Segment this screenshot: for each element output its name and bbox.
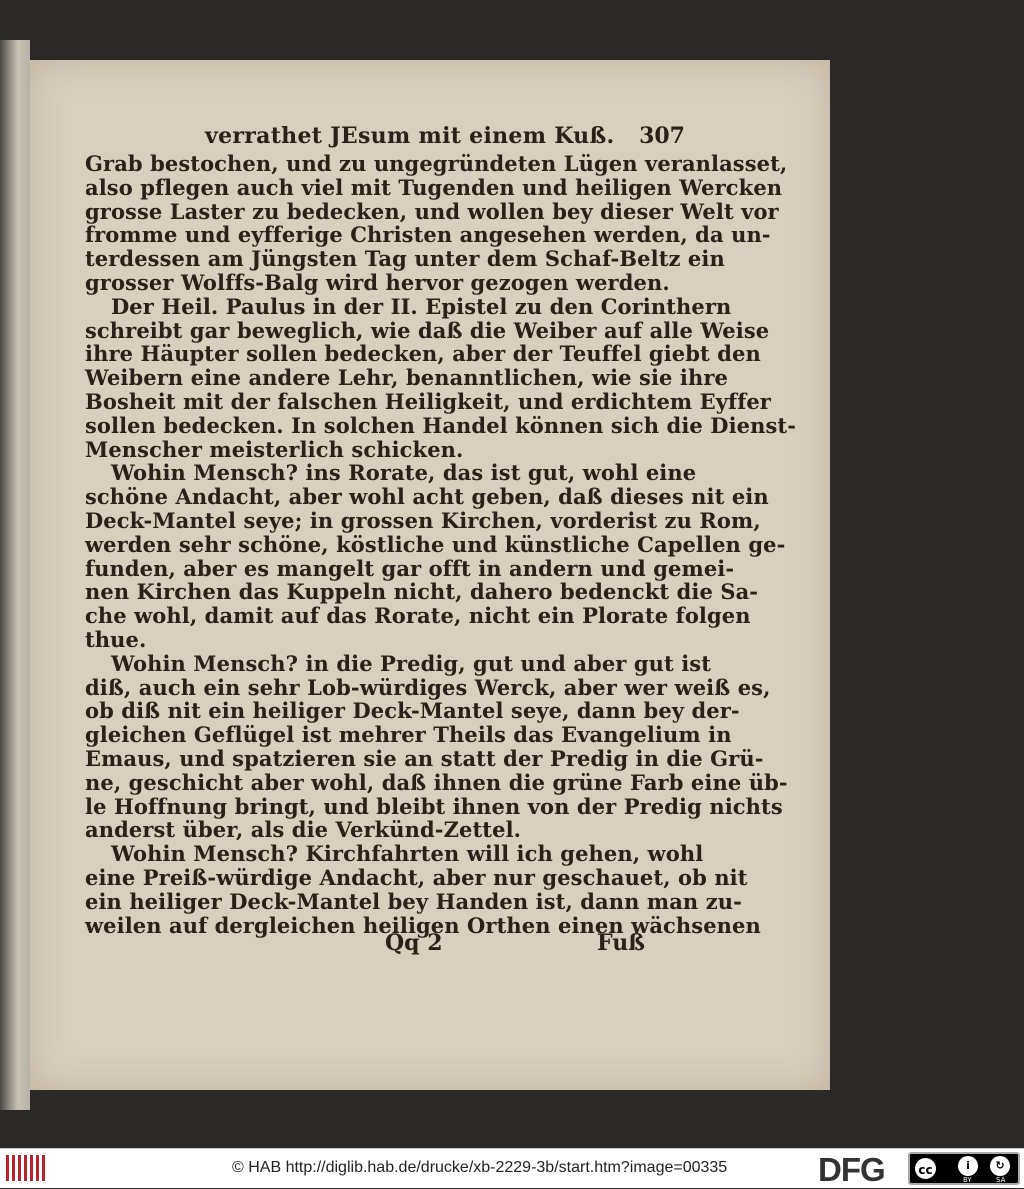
text-line: also pflegen auch viel mit Tugenden und heiligen Wercken [85,174,783,200]
text-line: gleichen Geflügel ist mehrer Theils das Evangelium in [85,722,732,748]
hab-logo-icon [4,1153,48,1183]
text-line: Weibern eine andere Lehr, benanntlichen, wie sie ihre [85,365,728,391]
text-line: schreibt gar beweglich, wie daß die Weiber auf alle Weise [85,317,770,343]
text-line: werden sehr schöne, köstliche und künstliche Capellen ge- [85,531,786,557]
text-line: Emaus, und spatzieren sie an statt der Predig in die Grü- [85,745,764,771]
page-footer [85,930,645,958]
text-line: eine Preiß-würdige Andacht, aber nur geschauet, ob nit [85,864,748,890]
text-line: che wohl, damit auf das Rorate, nicht ein Plorate folgen [85,603,751,629]
text-line: grosser Wolffs-Balg wird hervor gezogen werden. [85,269,670,295]
text-line: ob diß nit ein heiliger Deck-Mantel seye, dann bey der- [85,698,740,724]
footer-bar [0,1148,1024,1188]
text-line: Wohin Mensch? ins Rorate, das ist gut, wohl eine [111,460,697,486]
running-title: verrathet JEsum mit einem Kuß. [205,123,615,149]
book-left-edge [0,40,30,1110]
cc-license-badge[interactable] [908,1152,1020,1185]
attribution-icon: i [958,1156,978,1176]
dfg-logo: DFG [818,1151,885,1188]
text-line: thue. [85,626,147,652]
book-page [30,60,830,1090]
text-line: sollen bedecken. In solchen Handel können sich die Dienst- [85,412,797,438]
text-line: Wohin Mensch? in die Predig, gut und aber gut ist [111,650,712,676]
page-number: 307 [639,123,685,149]
signature-mark: Qq 2 [385,930,443,956]
page-header [205,123,685,153]
cc-by-label: BY [963,1176,972,1184]
text-line: terdessen am Jüngsten Tag unter dem Schaf-Beltz ein [85,246,725,272]
copyright-url[interactable]: © HAB http://diglib.hab.de/drucke/xb-2229-3b/start.htm?image=00335 [232,1159,728,1176]
text-line: fromme und eyfferige Christen angesehen werden, da un- [85,222,771,248]
body-text [85,151,797,938]
text-line: Grab bestochen, und zu ungegründeten Lügen veranlasset, [85,151,788,176]
text-line: Deck-Mantel seye; in grossen Kirchen, vorderist zu Rom, [85,507,761,533]
text-line: ein heiliger Deck-Mantel bey Handen ist, dann man zu- [85,888,742,914]
text-line: Der Heil. Paulus in der II. Epistel zu den Corinthern [111,293,732,319]
text-line: ne, geschicht aber wohl, daß ihnen die grüne Farb eine üb- [85,769,788,795]
text-line: Bosheit mit der falschen Heiligkeit, und erdichtem Eyffer [85,388,771,414]
text-line: schöne Andacht, aber wohl acht geben, daß dieses nit ein [85,484,769,510]
text-line: anderst über, als die Verkünd-Zettel. [85,817,522,843]
text-line: Menscher meisterlich schicken. [85,436,464,462]
cc-icon: cc [913,1156,938,1181]
text-line: nen Kirchen das Kuppeln nicht, dahero bedenckt die Sa- [85,579,759,605]
text-line: grosse Laster zu bedecken, und wollen bey dieser Welt vor [85,198,779,224]
text-line: weilen auf dergleichen heiligen Orthen einen wächsenen [85,912,761,938]
cc-sa-label: SA [996,1176,1006,1184]
text-line: Wohin Mensch? Kirchfahrten will ich gehen, wohl [111,841,704,867]
text-line: ihre Häupter sollen bedecken, aber der Teuffel giebt den [85,341,761,367]
text-line: funden, aber es mangelt gar offt in andern und gemei- [85,555,735,581]
catchword: Fuß [597,930,645,956]
share-alike-icon: ↻ [990,1156,1010,1176]
text-line: diß, auch ein sehr Lob-würdiges Werck, aber wer weiß es, [85,674,771,700]
text-line: le Hoffnung bringt, und bleibt ihnen von der Predig nichts [85,793,783,819]
